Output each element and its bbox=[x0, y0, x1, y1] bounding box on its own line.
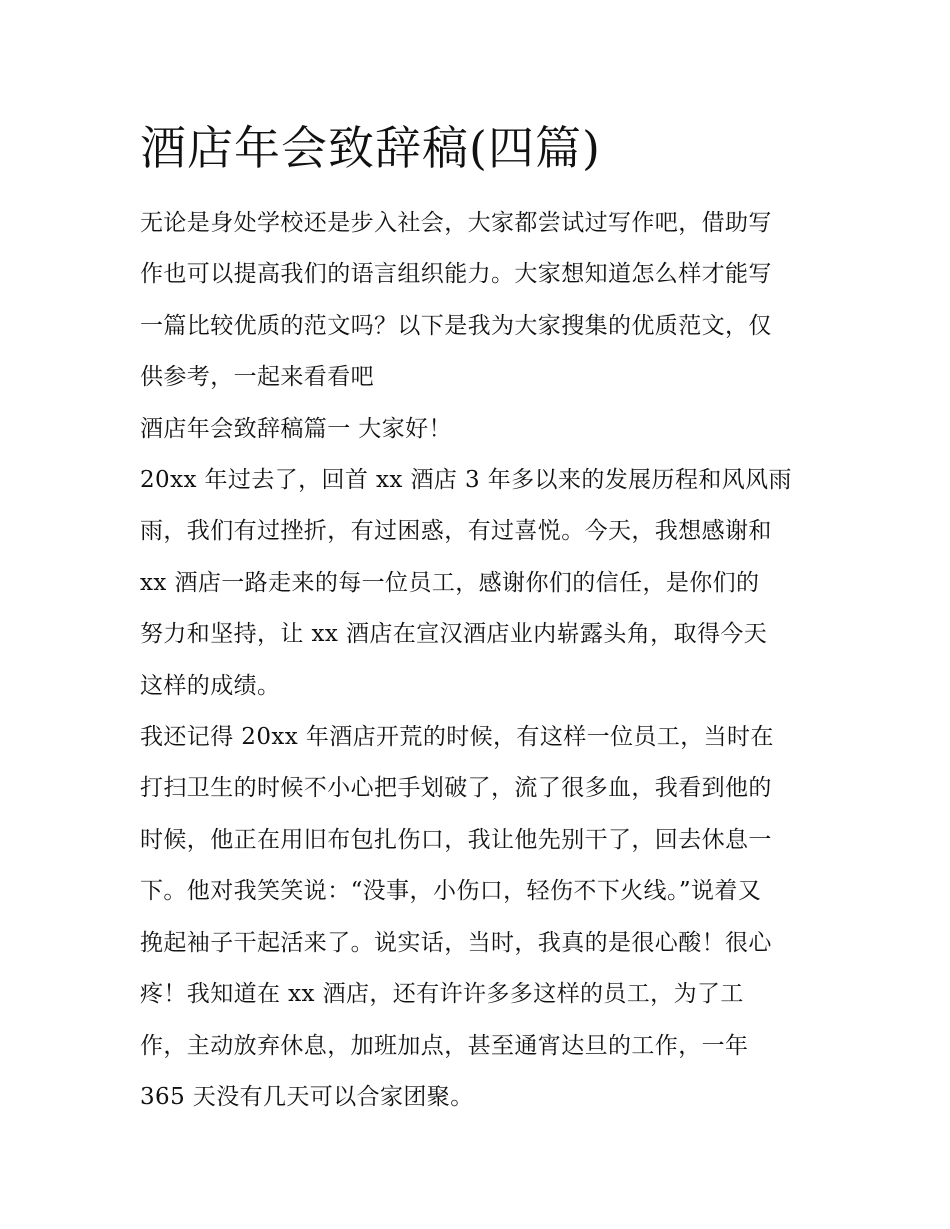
text-line: 这样的成绩。 bbox=[140, 672, 281, 699]
text-line: 时候，他正在用旧布包扎伤口，我让他先别干了，回去休息一 bbox=[140, 826, 772, 853]
text-line: 疼！我知道在 xx 酒店，还有许许多多这样的员工，为了工 bbox=[140, 981, 744, 1008]
document-body bbox=[140, 198, 820, 1123]
text-line: 打扫卫生的时候不小心把手划破了，流了很多血，我看到他的 bbox=[140, 775, 772, 802]
text-line: 供参考，一起来看看吧 bbox=[140, 364, 374, 391]
text-line: 一篇比较优质的范文吗？以下是我为大家搜集的优质范文，仅 bbox=[140, 312, 772, 339]
text-line: 20xx 年过去了，回首 xx 酒店 3 年多以来的发展历程和风风雨 bbox=[140, 467, 792, 494]
text-line: 下。他对我笑笑说：“没事，小伤口，轻伤不下火线。”说着又 bbox=[140, 878, 762, 905]
text-line: 365 天没有几天可以合家团聚。 bbox=[140, 1083, 474, 1110]
text-line: 作也可以提高我们的语言组织能力。大家想知道怎么样才能写 bbox=[140, 261, 772, 288]
text-line: 我还记得 20xx 年酒店开荒的时候，有这样一位员工，当时在 bbox=[140, 724, 774, 751]
text-line: xx 酒店一路走来的每一位员工，感谢你们的信任，是你们的 bbox=[140, 569, 760, 596]
text-line: 努力和坚持，让 xx 酒店在宣汉酒店业内崭露头角，取得今天 bbox=[140, 621, 768, 648]
text-line: 无论是身处学校还是步入社会，大家都尝试过写作吧，借助写 bbox=[140, 210, 772, 236]
text-line: 雨，我们有过挫折，有过困惑，有过喜悦。今天，我想感谢和 bbox=[140, 518, 772, 545]
text-line: 挽起袖子干起活来了。说实话，当时，我真的是很心酸！很心 bbox=[140, 929, 772, 956]
document-page bbox=[140, 112, 820, 1123]
text-line: 作，主动放弃休息，加班加点，甚至通宵达旦的工作，一年 bbox=[140, 1032, 749, 1059]
document-title: 酒店年会致辞稿(四篇) bbox=[140, 121, 601, 175]
section-heading-line: 酒店年会致辞稿篇一 大家好！ bbox=[140, 415, 452, 442]
